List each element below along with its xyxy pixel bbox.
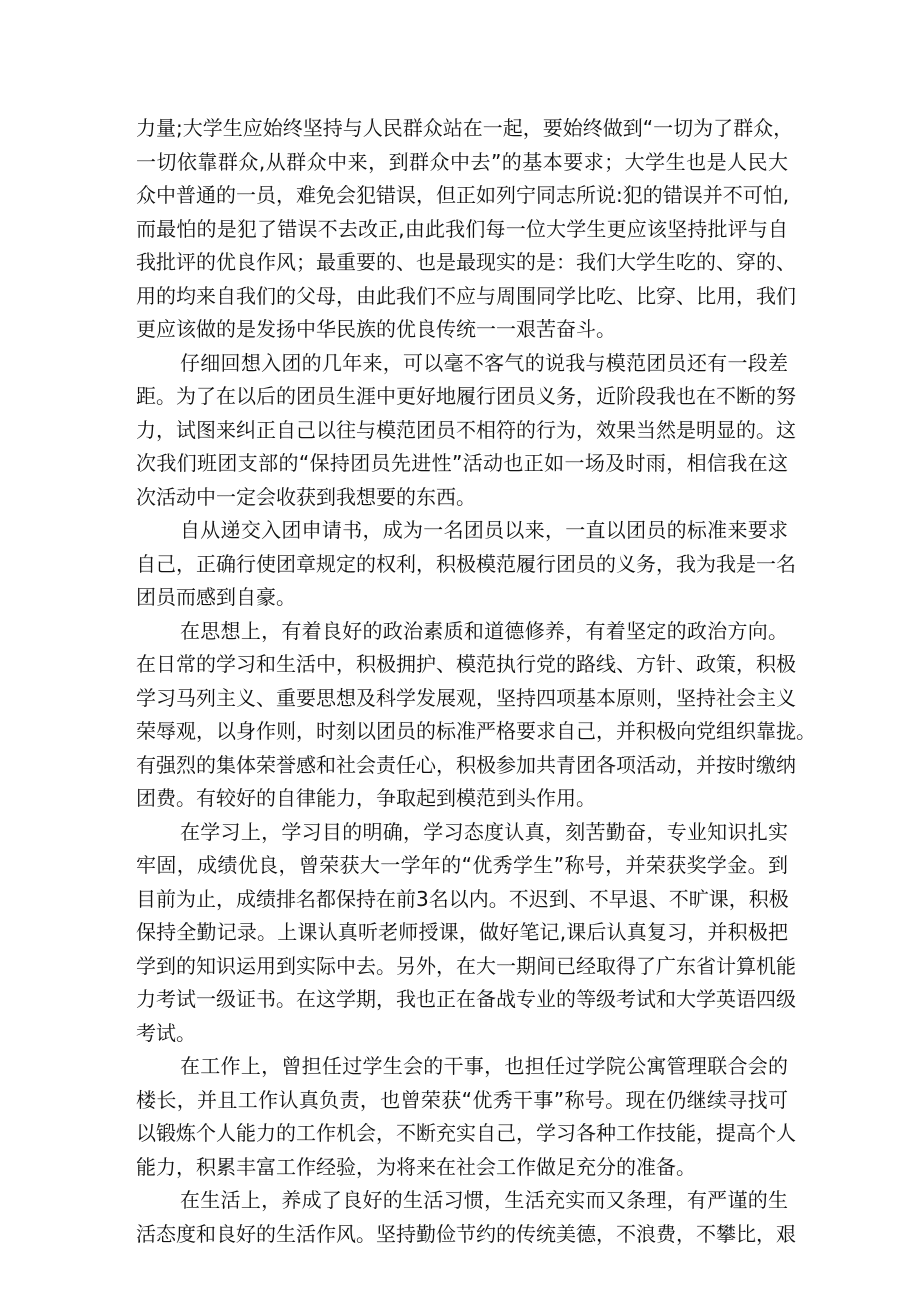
text-line: 学习马列主义、重要思想及科学发展观，坚持四项基本原则，坚持社会主义 (136, 685, 796, 710)
text-line: 荣辱观，以身作则，时刻以团员的标准严格要求自己，并积极向党组织靠拢。 (136, 719, 816, 743)
paragraph-2 (136, 347, 796, 515)
text-line: 用的均来自我们的父母，由此我们不应与周围同学比吃、比穿、比用，我们 (136, 283, 796, 308)
text-line: 我批评的优良作风；最重要的、也是最现实的是：我们大学生吃的、穿的、 (136, 250, 796, 274)
text-line: 有强烈的集体荣誉感和社会责任心，积极参加共青团各项活动，并按时缴纳 (136, 752, 796, 777)
text-line: 学到的知识运用到实际中去。另外，在大一期间已经取得了广东省计算机能 (136, 953, 796, 978)
text-line: 次活动中一定会收获到我想要的东西。 (136, 484, 476, 509)
text-line: 以锻炼个人能力的工作机会，不断充实自己，学习各种工作技能，提高个人 (136, 1121, 796, 1145)
text-line: 在日常的学习和生活中，积极拥护、模范执行党的路线、方针、政策，积极 (136, 652, 796, 676)
paragraph-1 (136, 112, 796, 347)
text-line: 保持全勤记录。上课认真听老师授课，做好笔记,课后认真复习，并积极把 (136, 920, 788, 944)
text-line: 牢固，成绩优良，曾荣获大一学年的“优秀学生”称号，并荣获奖学金。到 (136, 853, 788, 877)
text-line: 在学习上，学习目的明确，学习态度认真，刻苦勤奋，专业知识扎实 (180, 819, 788, 844)
text-line: 团员而感到自豪。 (136, 585, 296, 609)
document-body (136, 112, 816, 1251)
text-line: 仔细回想入团的几年来，可以毫不客气的说我与模范团员还有一段差 (180, 350, 788, 375)
text-line: 在工作上，曾担任过学生会的干事，也担任过学院公寓管理联合会的 (180, 1054, 788, 1078)
text-line: 活态度和良好的生活作风。坚持勤俭节约的传统美德，不浪费，不攀比，艰 (136, 1221, 796, 1246)
text-line: 力考试一级证书。在这学期，我也正在备战专业的等级考试和大学英语四级 (136, 987, 796, 1011)
paragraph-7 (136, 1184, 796, 1251)
text-line: 能力，积累丰富工作经验，为将来在社会工作做足充分的准备。 (136, 1154, 696, 1179)
text-line: 距。为了在以后的团员生涯中更好地履行团员义务，近阶段我也在不断的努 (136, 384, 796, 408)
text-line: 楼长，并且工作认真负责，也曾荣获“优秀干事”称号。现在仍继续寻找可 (136, 1087, 788, 1112)
text-line: 目前为止，成绩排名都保持在前3名以内。不迟到、不早退、不旷课，积极 (136, 886, 789, 911)
paragraph-5 (136, 816, 796, 1051)
text-line: 次我们班团支部的“保持团员先进性”活动也正如一场及时雨，相信我在这 (136, 451, 788, 475)
text-line: 自己，正确行使团章规定的权利，积极模范履行团员的义务，我为我是一名 (136, 551, 796, 576)
text-line: 在生活上，养成了良好的生活习惯，生活充实而又条理，有严谨的生 (180, 1188, 788, 1212)
text-line: 考试。 (136, 1020, 196, 1045)
text-line: 而最怕的是犯了错误不去改正,由此我们每一位大学生更应该坚持批评与自 (136, 216, 788, 241)
paragraph-4 (136, 615, 816, 816)
text-line: 自从递交入团申请书，成为一名团员以来，一直以团员的标准来要求 (180, 518, 788, 542)
text-line: 力量;大学生应始终坚持与人民群众站在一起，要始终做到“一切为了群众， (136, 116, 794, 140)
text-line: 众中普通的一员，难免会犯错误，但正如列宁同志所说:犯的错误并不可怕, (136, 183, 790, 207)
text-line: 团费。有较好的自律能力，争取起到模范到头作用。 (136, 786, 596, 810)
text-line: 在思想上，有着良好的政治素质和道德修养，有着坚定的政治方向。 (180, 618, 788, 643)
paragraph-3 (136, 514, 796, 615)
text-line: 更应该做的是发扬中华民族的优良传统一一艰苦奋斗。 (136, 317, 616, 341)
paragraph-6 (136, 1050, 796, 1184)
text-line: 一切依靠群众,从群众中来，到群众中去”的基本要求；大学生也是人民大 (136, 149, 788, 174)
text-line: 力，试图来纠正自己以往与模范团员不相符的行为，效果当然是明显的。这 (136, 417, 796, 442)
